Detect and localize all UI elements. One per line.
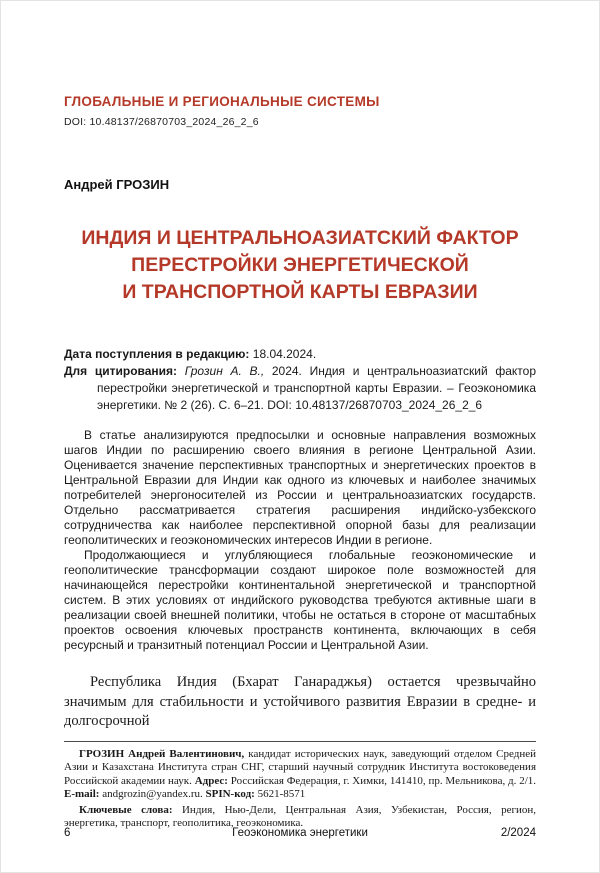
doi-text: DOI: 10.48137/26870703_2024_26_2_6 [64,116,259,128]
citation-line [64,363,536,414]
issue-number: 2/2024 [500,827,536,839]
page-content [1,94,599,831]
page-footer [64,827,536,839]
abstract-paragraph-1: В статье анализируются предпосылки и основные направления возможных шагов Индии по расширению своего влияния в регионе Центральной Азии. Оценивается значение перспективных транспортных и энергетических проектов в Центральной Евразии для Индии как одного из ключевых и наиболее значимых потребителей энергоносителей из России и центральноазиатских государств. Отдельно рассматривается стратегия расширения индийско-узбекского сотрудничества как наиболее перспективной опорной базы для реализации геополитических и геоэкономических интересов Индии в регионе. [64,428,536,547]
body-paragraph-1: Республика Индия (Бхарат Ганараджья) остается чрезвычайно значимым для стабильности и устойчивого развития Евразии в средне- и долгосрочной [64,674,536,729]
received-date-line [64,346,536,363]
received-date-value: 18.04.2024. [252,347,317,361]
footnote-email-label: E-mail: [64,788,100,800]
section-title: ГЛОБАЛЬНЫЕ И РЕГИОНАЛЬНЫЕ СИСТЕМЫ [64,94,380,109]
footnote [64,741,536,831]
journal-name: Геоэкономика энергетики [232,827,368,839]
footnote-address-label: Адрес: [194,774,228,787]
footnote-email-value: andgrozin@yandex.ru. [102,788,203,800]
footnote-spin-value: 5621-8571 [257,788,306,800]
footnote-author-info: кандидат исторических наук, заведующий отделом Средней Азии и Казахстана Института стран СНГ, старший научный сотрудник Института востоковедения Российской академии наук. [64,747,536,787]
author-name: Андрей ГРОЗИН [64,177,170,192]
footnote-spin-label: SPIN-код: [205,788,255,800]
received-date-label: Дата поступления в редакцию: [64,347,250,361]
keywords-label: Ключевые слова: [79,803,173,816]
abstract [64,428,536,653]
keywords-value: Индия, Нью-Дели, Центральная Азия, Узбекистан, Россия, регион, энергетика, транспорт, геополитика, геоэкономика. [64,803,537,829]
footnote-author-block [64,748,536,802]
article-title [64,225,536,306]
article-meta [64,346,536,414]
footnote-address-value: Российская Федерация, г. Химки, 141410, пр. Мельникова, д. 2/1. [230,774,537,787]
article-body [64,673,536,732]
citation-author: Грозин А. В., [184,364,265,378]
page-number: 6 [64,827,71,839]
article-title-line-2: ПЕРЕСТРОЙКИ ЭНЕРГЕТИЧЕСКОЙ [131,254,469,276]
footnote-author-name: ГРОЗИН Андрей Валентинович, [79,747,245,760]
abstract-paragraph-2: Продолжающиеся и углубляющиеся глобальные геоэкономические и геополитические трансформации создают широкое поле возможностей для начинающейся перестройки континентальной энергетической и транспортной систем. В этих условиях от индийского руководства требуются активные шаги в реализации своей внешней политики, чтобы не остаться в стороне от масштабных проектов освоения ключевых пространств континента, включающих в себя ресурсный и транзитный потенциал России и Центральной Азии. [64,548,536,652]
article-title-line-1: ИНДИЯ И ЦЕНТРАЛЬНОАЗИАТСКИЙ ФАКТОР [81,227,519,249]
article-title-line-3: И ТРАНСПОРТНОЙ КАРТЫ ЕВРАЗИИ [122,281,478,303]
citation-label: Для цитирования: [64,364,178,378]
citation-text: 2024. Индия и центральноазиатский фактор перестройки энергетической и транспортной карты Евразии. – Геоэкономика энергетики. № 2 (26). С. 6–21. DOI: 10.48137/26870703_2024_26_2_6 [97,364,537,412]
